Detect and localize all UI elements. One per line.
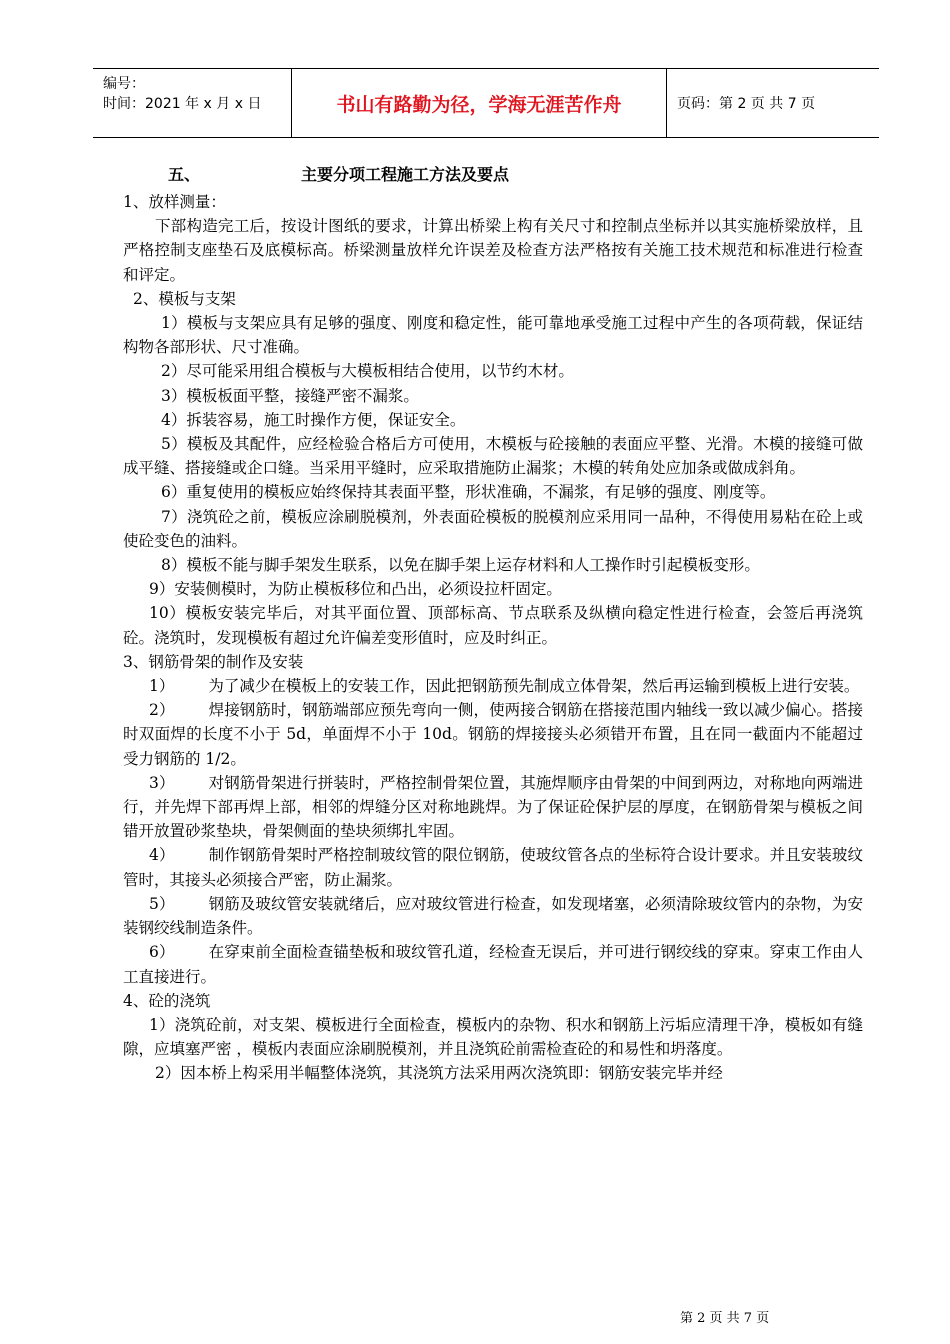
subheading-concrete: 4、砼的浇筑 (123, 991, 211, 1010)
section-heading (123, 162, 863, 188)
paragraph: 7）浇筑砼之前，模板应涂刷脱模剂，外表面砼模板的脱模剂应采用同一品种，不得使用易粘在砼上或使砼变色的油料。 (123, 507, 863, 550)
paragraph: 3） 对钢筋骨架进行拼装时，严格控制骨架位置，其施焊顺序由骨架的中间到两边，对称地向两端进行，并先焊下部再焊上部，相邻的焊缝分区对称地跳焊。为了保证砼保护层的厚度，在钢筋骨架与模板之间错开放置砂浆垫块，骨架侧面的垫块须绑扎牢固。 (123, 773, 863, 841)
paragraph: 3）模板板面平整，接缝严密不漏浆。 (161, 386, 419, 405)
subheading-rebar: 3、钢筋骨架的制作及安装 (123, 652, 304, 671)
paragraph: 2）因本桥上构采用半幅整体浇筑，其浇筑方法采用两次浇筑即：钢筋安装完毕并经 (155, 1064, 723, 1083)
item-number: 1） (149, 677, 175, 696)
paragraph: 4） 制作钢筋骨架时严格控制玻纹管的限位钢筋，使玻纹管各点的坐标符合设计要求。并且安装玻纹管时，其接头必须接合严密，防止漏浆。 (123, 846, 863, 889)
paragraph: 9）安装侧模时，为防止模板移位和凸出，必须设拉杆固定。 (149, 580, 562, 599)
header-meta-cell (93, 69, 292, 137)
item-number: 2） (149, 701, 175, 720)
paragraph: 4）拆装容易，施工时操作方便，保证安全。 (161, 410, 466, 429)
paragraph: 8）模板不能与脚手架发生联系，以免在脚手架上运存材料和人工操作时引起模板变形。 (161, 556, 760, 575)
item-number: 4） (149, 846, 175, 865)
paragraph: 10）模板安装完毕后，对其平面位置、顶部标高、节点联系及纵横向稳定性进行检查，会签后再浇筑砼。浇筑时，发现模板有超过允许偏差变形值时，应及时纠正。 (123, 604, 863, 647)
header-motto: 书山有路勤为径，学海无涯苦作舟 (292, 69, 667, 137)
document-body (123, 162, 863, 1086)
paragraph: 5）模板及其配件，应经检验合格后方可使用，木模板与砼接触的表面应平整、光滑。木模的接缝可做成平缝、搭接缝或企口缝。当采用平缝时，应采取措施防止漏浆；木模的转角处应加条或做成斜角。 (123, 435, 863, 478)
paragraph: 6）重复使用的模板应始终保持其表面平整，形状准确，不漏浆，有足够的强度、刚度等。 (161, 483, 776, 502)
paragraph: 1） 为了减少在模板上的安装工作，因此把钢筋预先制成立体骨架，然后再运输到模板上进行安装。 (149, 677, 860, 696)
paragraph: 5） 钢筋及玻纹管安装就绪后，应对玻纹管进行检查，如发现堵塞，必须清除玻纹管内的杂物，为安装钢绞线制造条件。 (123, 894, 863, 938)
section-number: 五、 (168, 165, 201, 184)
item-number: 3） (149, 773, 175, 792)
date-label: 时间：2021 年 x 月 x 日 (103, 96, 262, 112)
paragraph: 6） 在穿束前全面检查锚垫板和玻纹管孔道，经检查无误后，并可进行钢绞线的穿束。穿束工作由人工直接进行。 (123, 943, 863, 986)
subheading-formwork: 2、模板与支架 (133, 289, 236, 308)
paragraph: 2）尽可能采用组合模板与大模板相结合使用，以节约木材。 (161, 362, 574, 381)
page-footer: 第 2 页 共 7 页 (680, 1311, 770, 1326)
serial-number-label: 编号： (103, 76, 145, 92)
header-page-number: 页码：第 2 页 共 7 页 (677, 96, 816, 112)
paragraph: 1）模板与支架应具有足够的强度、刚度和稳定性，能可靠地承受施工过程中产生的各项荷载，保证结构物各部形状、尺寸准确。 (123, 314, 863, 357)
section-title: 主要分项工程施工方法及要点 (301, 165, 510, 184)
paragraph: 1）浇筑砼前，对支架、模板进行全面检查，模板内的杂物、积水和钢筋上污垢应清理干净，模板如有缝隙，应填塞严密 ，模板内表面应涂刷脱模剂，并且浇筑砼前需检查砼的和易性和坍落度。 (123, 1015, 863, 1059)
subheading-survey: 1、放样测量： (123, 193, 226, 211)
item-number: 6） (149, 943, 175, 962)
item-number: 5） (149, 894, 175, 913)
paragraph: 2） 焊接钢筋时，钢筋端部应预先弯向一侧，使两接合钢筋在搭接范围内轴线一致以减少偏心。搭接时双面焊的长度不小于 5d，单面焊不小于 10d。钢筋的焊接接头必须错开布置，且在同一截面内不能超过受力钢筋的 1/2。 (123, 701, 863, 768)
paragraph: 下部构造完工后，按设计图纸的要求，计算出桥梁上构有关尺寸和控制点坐标并以其实施桥梁放样，且严格控制支座垫石及底模标高。桥梁测量放样允许误差及检查方法严格按有关施工技术规范和标准进行检查和评定。 (123, 217, 863, 284)
page-header (93, 68, 879, 138)
